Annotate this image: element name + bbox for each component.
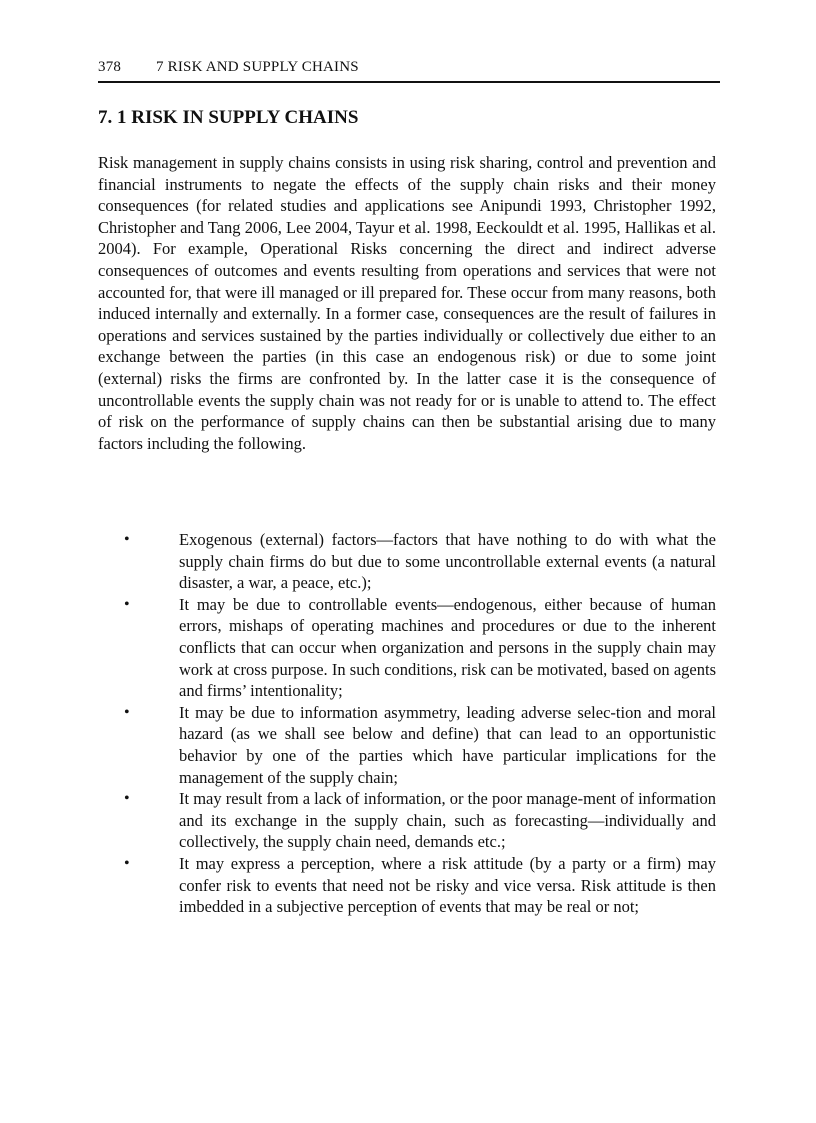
list-item-text: It may result from a lack of information, or the poor manage-ment of information and its exchange in the supply chain, such as forecasting—individually and collectively, the supply chain need, demands etc.; [179, 789, 716, 852]
bullet-icon: • [124, 531, 130, 548]
list-item [98, 853, 716, 918]
page-number: 378 [98, 59, 122, 75]
bullet-icon: • [124, 703, 130, 721]
bullet-list [98, 529, 716, 918]
section-heading: 7. 1 RISK IN SUPPLY CHAINS [98, 107, 359, 128]
list-item-text: It may express a perception, where a risk attitude (by a party or a firm) may confer risk to events that need not be risky and vice versa. Risk attitude is then imbedded in a subjective perception of events that may be real or not; [179, 853, 716, 917]
list-item-text: It may be due to controllable events—endogenous, either because of human errors, mishaps of operating machines and procedures or due to the inherent conflicts that can occur when organization and persons in the supply chain may work at cross purpose. In such conditions, risk can be motivated, based on agents and firms’ intentionality; [179, 594, 716, 701]
body-paragraph: Risk management in supply chains consists in using risk sharing, control and prevention and financial instruments to negate the effects of the supply chain risks and their money consequences (for related studies and applications see Anipundi 1993, Christopher 1992, Christopher and Tang 2006, Lee 2004, Tayur et al. 1998, Eeckouldt et al. 1995, Hallikas et al. 2004). For example, Operational Risks concerning the direct and indirect adverse consequences of outcomes and events resulting from operations and services that were not accounted for, that were ill managed or ill prepared for. These occur from many reasons, both induced internally and externally. In a former case, consequences are the result of failures in operations and services sustained by the parties individually or collectively due either to an exchange between the parties (in this case an endogenous risk) or due to some joint (external) risks the firms are confronted by. In the latter case it is the consequence of uncontrollable events the supply chain was not ready for or is unable to attend to. The effect of risk on the performance of supply chains can then be substantial arising due to many factors including the following. [98, 153, 716, 453]
list-item [98, 788, 716, 853]
bullet-icon: • [124, 854, 130, 872]
list-item [98, 594, 716, 702]
bullet-icon: • [124, 790, 130, 808]
list-item-text: It may be due to information asymmetry, leading adverse selec-tion and moral hazard (as we shall see below and define) that can lead to an opportunistic behavior by one of the parties which have particular implications for the management of the supply chain; [179, 702, 716, 787]
chapter-title: 7 RISK AND SUPPLY CHAINS [156, 59, 359, 75]
list-item [98, 529, 716, 594]
list-item-text: Exogenous (external) factors—factors that have nothing to do with what the supply chain firms do but due to some uncontrollable external events (a natural disaster, a war, a peace, etc.); [179, 530, 716, 593]
bullet-icon: • [124, 595, 130, 613]
running-header [98, 57, 720, 77]
header-divider [98, 81, 720, 83]
list-item [98, 702, 716, 788]
